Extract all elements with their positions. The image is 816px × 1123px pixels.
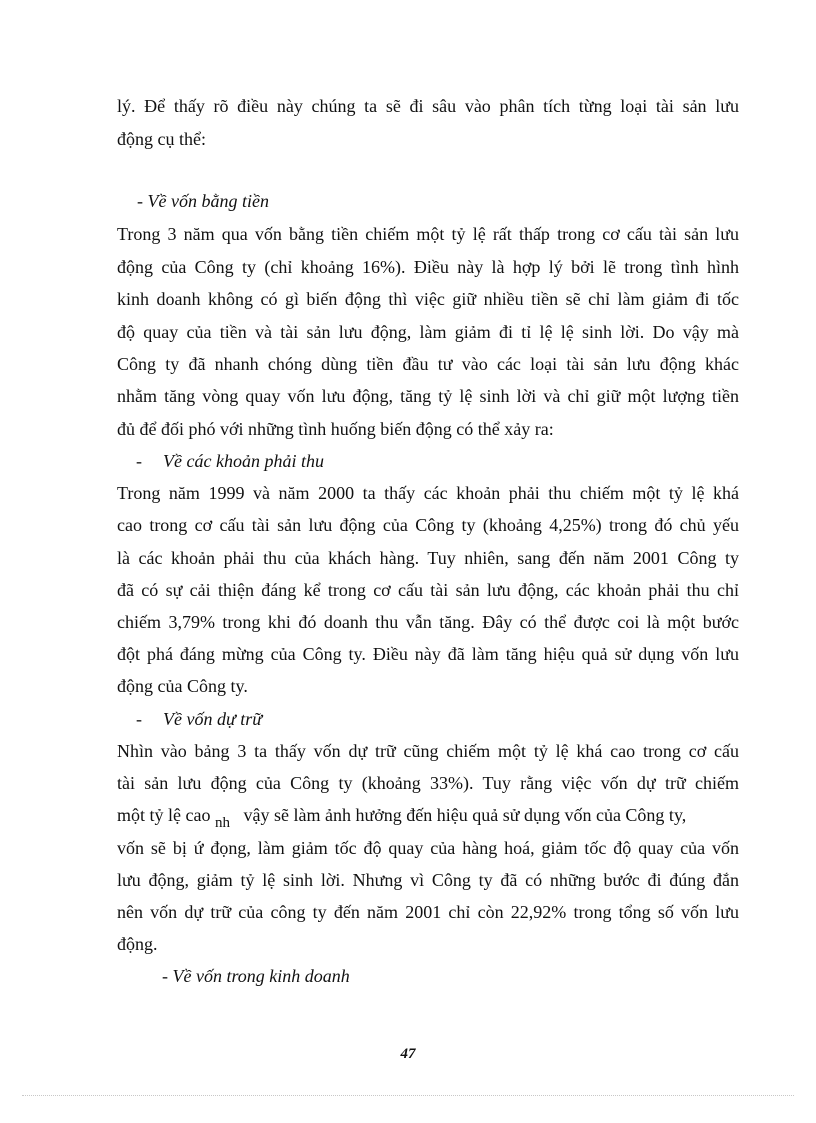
paragraph-line: lưu động, giảm tỷ lệ sinh lời. Nhưng vì Công ty đã có những bước đi đúng đắn: [117, 870, 739, 890]
paragraph-line: đủ để đối phó với những tình huống biến động có thể xảy ra:: [117, 419, 554, 439]
paragraph-line: độ quay của tiền và tài sản lưu động, làm giảm đi tỉ lệ lệ sinh lời. Do vậy mà: [117, 322, 739, 342]
list-dash: -: [136, 709, 142, 729]
paragraph-line: Trong năm 1999 và năm 2000 ta thấy các khoản phải thu chiếm một tỷ lệ khá: [117, 483, 739, 503]
paragraph-line: nên vốn dự trữ của công ty đến năm 2001 chỉ còn 22,92% trong tổng số vốn lưu: [117, 902, 739, 922]
section-heading-cash: - Về vốn bằng tiền: [137, 191, 269, 211]
paragraph-line: nhằm tăng vòng quay vốn lưu động, tăng tỷ lệ sinh lời và chỉ giữ một lượng tiền: [117, 386, 739, 406]
line-text-start: một tỷ lệ cao: [117, 805, 211, 825]
page-number: 47: [400, 1046, 416, 1062]
paragraph-line: Công ty đã nhanh chóng dùng tiền đầu tư vào các loại tài sản lưu động khác: [117, 354, 739, 374]
footer-divider: [22, 1095, 794, 1096]
paragraph-line-with-subscript: [117, 803, 739, 827]
paragraph-line: tài sản lưu động của Công ty (khoảng 33%). Tuy rằng việc vốn dự trữ chiếm: [117, 773, 739, 793]
paragraph-line: vốn sẽ bị ứ đọng, làm giảm tốc độ quay của hàng hoá, giảm tốc độ quay của vốn: [117, 838, 739, 858]
paragraph-line: lý. Để thấy rõ điều này chúng ta sẽ đi sâu vào phân tích từng loại tài sản lưu: [117, 96, 739, 116]
paragraph-line: động của Công ty.: [117, 676, 248, 696]
paragraph-line: là các khoản phải thu của khách hàng. Tuy nhiên, sang đến năm 2001 Công ty: [117, 548, 739, 568]
section-heading-reserve: Về vốn dự trữ: [163, 709, 263, 729]
paragraph-line: đột phá đáng mừng của Công ty. Điều này đã làm tăng hiệu quả sử dụng vốn lưu: [117, 644, 739, 664]
subscript-fragment: nh: [214, 815, 230, 827]
paragraph-line: động cụ thể:: [117, 129, 206, 149]
paragraph-line: cao trong cơ cấu tài sản lưu động của Công ty (khoảng 4,25%) trong đó chủ yếu: [117, 515, 739, 535]
paragraph-line: động của Công ty (chỉ khoảng 16%). Điều này là hợp lý bởi lẽ trong tình hình: [117, 257, 739, 277]
paragraph-line: kinh doanh không có gì biến động thì việc giữ nhiều tiền sẽ chỉ làm giảm đi tốc: [117, 289, 739, 309]
section-heading-receivables: Về các khoản phải thu: [163, 451, 324, 471]
paragraph-line: đã có sự cải thiện đáng kể trong cơ cấu tài sản lưu động, các khoản phải thu chỉ: [117, 580, 739, 600]
paragraph-line: chiếm 3,79% trong khi đó doanh thu vẫn tăng. Đây có thể được coi là một bước: [117, 612, 739, 632]
paragraph-line: Nhìn vào bảng 3 ta thấy vốn dự trữ cũng chiếm một tỷ lệ khá cao trong cơ cấu: [117, 741, 739, 761]
list-dash: -: [136, 451, 142, 471]
paragraph-line: động.: [117, 934, 158, 954]
paragraph-line: Trong 3 năm qua vốn bằng tiền chiếm một tỷ lệ rất thấp trong cơ cấu tài sản lưu: [117, 224, 739, 244]
line-text-end: vậy sẽ làm ảnh hưởng đến hiệu quả sử dụng vốn của Công ty,: [243, 805, 687, 825]
section-heading-business: - Về vốn trong kinh doanh: [162, 966, 350, 986]
